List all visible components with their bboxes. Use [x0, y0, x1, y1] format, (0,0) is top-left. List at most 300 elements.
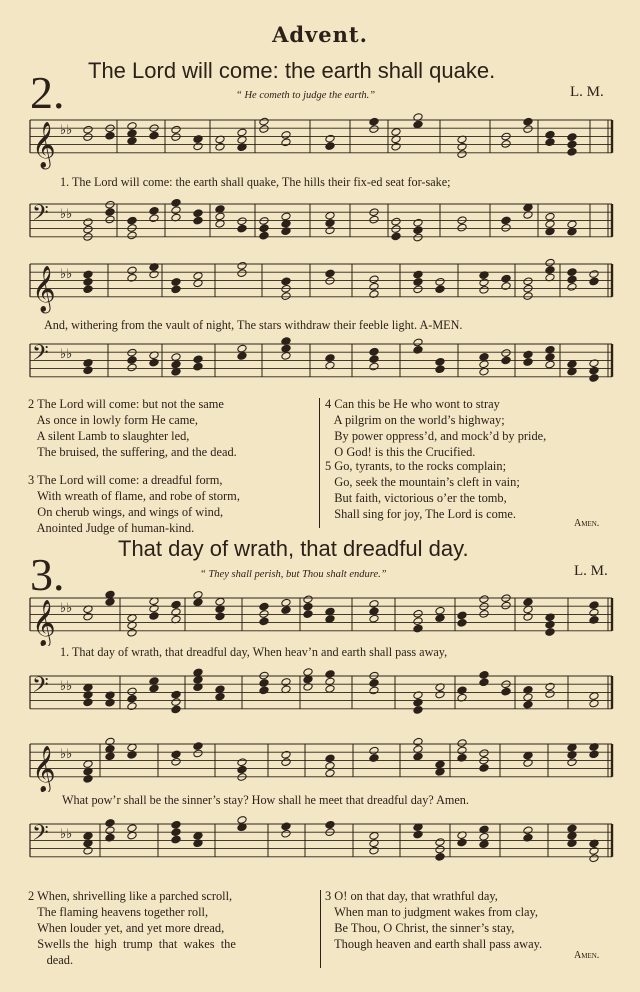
note-head [281, 277, 291, 286]
note-head [325, 142, 335, 151]
note-head [281, 750, 291, 759]
note-head [259, 224, 269, 233]
verse: 5 Go, tyrants, to the rocks complain; Go, seek the mountain’s cleft in vain; But faith, victorious o’er the tomb, Shall sing for joy, The Lord is come. [325, 459, 520, 521]
note-head [413, 285, 423, 294]
note-head [171, 828, 181, 837]
note-head [545, 212, 555, 221]
note-head [479, 285, 489, 294]
note-head [171, 757, 181, 766]
note-head [501, 223, 511, 232]
note-head [105, 737, 115, 746]
verse: 4 Can this be He who wont to stray A pilgrim on the world’s highway; By power oppress’d, and mock’d by pride, O God! is this the Crucified. [325, 397, 547, 459]
music-staff-treble [0, 590, 640, 646]
note-head [523, 203, 533, 212]
note-head [435, 845, 445, 854]
key-signature-icon: ♭♭ [60, 207, 73, 222]
note-head [149, 604, 159, 613]
note-head [127, 356, 137, 365]
note-head [501, 601, 511, 610]
note-head [567, 268, 577, 277]
note-head [523, 826, 533, 835]
note-head [589, 277, 599, 286]
note-head [523, 612, 533, 621]
hymn-meter: L. M. [570, 84, 604, 100]
note-head [479, 595, 489, 604]
note-head [83, 698, 93, 707]
note-head [127, 694, 137, 703]
note-head [281, 351, 291, 360]
bass-clef-icon: 𝄢 [32, 673, 49, 703]
note-head [457, 838, 467, 847]
note-head [171, 608, 181, 617]
note-head [391, 232, 401, 241]
key-signature-icon: ♭♭ [60, 747, 73, 762]
note-head [589, 692, 599, 701]
note-head [127, 136, 137, 145]
note-head [193, 209, 203, 218]
note-head [149, 358, 159, 367]
verse: 2 The Lord will come: but not the same As once in lowly form He came, A silent Lamb to slaughter led, The bruised, the suffering, and the dead. [28, 397, 237, 459]
note-head [391, 128, 401, 137]
treble-clef-icon: 𝄞 [32, 745, 56, 792]
note-head [83, 285, 93, 294]
note-head [325, 769, 335, 778]
bass-clef-icon: 𝄢 [32, 201, 49, 231]
hymn-title: That day of wrath, that dreadful day. [118, 536, 469, 561]
note-head [523, 292, 533, 301]
note-head [83, 225, 93, 234]
key-signature-icon: ♭♭ [60, 267, 73, 282]
note-head [369, 746, 379, 755]
note-head [413, 617, 423, 626]
hymn-epigraph: “ He cometh to judge the earth.” [236, 90, 376, 101]
note-head [501, 140, 511, 149]
note-head [567, 147, 577, 156]
note-head [127, 266, 137, 275]
note-head [479, 749, 489, 758]
note-head [369, 679, 379, 688]
note-head [237, 765, 247, 774]
treble-clef-icon: 𝄞 [32, 121, 56, 168]
note-head [259, 117, 269, 126]
note-head [215, 212, 225, 221]
note-head [149, 206, 159, 215]
note-head [413, 345, 423, 354]
lyric-line: 1. The Lord will come: the earth shall quake, The hills their fix-ed seat for-sake; [60, 175, 451, 189]
note-head [523, 598, 533, 607]
note-head [149, 612, 159, 621]
note-head [193, 142, 203, 151]
note-head [127, 628, 137, 637]
note-head [83, 691, 93, 700]
note-head [523, 125, 533, 134]
note-head [369, 686, 379, 695]
note-head [479, 360, 489, 369]
key-signature-icon: ♭♭ [60, 601, 73, 616]
note-head [523, 759, 533, 768]
lyric-line: What pow’r shall be the sinner’s stay? How shall he meet that dreadful day? Amen. [62, 793, 469, 807]
note-head [435, 357, 445, 366]
note-head [83, 277, 93, 286]
note-head [479, 840, 489, 849]
note-head [171, 360, 181, 369]
note-head [127, 231, 137, 240]
note-head [369, 117, 379, 126]
note-head [501, 216, 511, 225]
note-head [193, 675, 203, 684]
note-head [281, 606, 291, 615]
note-head [479, 352, 489, 361]
hymn-meter: L. M. [574, 563, 608, 579]
note-head [325, 615, 335, 624]
note-head [193, 216, 203, 225]
note-head [523, 117, 533, 126]
note-head [545, 220, 555, 229]
note-head [193, 362, 203, 371]
note-head [281, 822, 291, 831]
note-head [501, 349, 511, 358]
note-head [589, 601, 599, 610]
note-head [193, 749, 203, 758]
note-head [127, 273, 137, 282]
music-staff-treble [0, 110, 640, 184]
note-head [237, 344, 247, 353]
note-head [83, 218, 93, 227]
note-head [259, 217, 269, 226]
music-staff-treble [0, 736, 640, 792]
music-staff-bass [0, 196, 640, 256]
music-staff-bass [0, 336, 640, 396]
note-head [105, 698, 115, 707]
amen-mark: Amen. [574, 518, 600, 529]
column-divider [319, 398, 320, 528]
note-head [303, 595, 313, 604]
note-head [501, 356, 511, 365]
note-head [567, 220, 577, 229]
note-head [369, 347, 379, 356]
column-divider [320, 890, 321, 968]
note-head [369, 282, 379, 291]
note-head [281, 227, 291, 236]
note-head [149, 270, 159, 279]
note-head [435, 690, 445, 699]
note-head [193, 742, 203, 751]
note-head [413, 338, 423, 347]
note-head [281, 829, 291, 838]
note-head [501, 282, 511, 291]
note-head [105, 826, 115, 835]
note-head [105, 598, 115, 607]
note-head [545, 360, 555, 369]
note-head [589, 854, 599, 863]
note-head [523, 700, 533, 709]
note-head [325, 670, 335, 679]
note-head [281, 131, 291, 140]
note-head [545, 682, 555, 691]
key-signature-icon: ♭♭ [60, 827, 73, 842]
note-head [413, 698, 423, 707]
note-head [545, 690, 555, 699]
note-head [369, 355, 379, 364]
note-head [325, 820, 335, 829]
note-head [523, 350, 533, 359]
note-head [281, 138, 291, 147]
note-head [435, 838, 445, 847]
note-head [171, 125, 181, 134]
note-head [259, 617, 269, 626]
note-head [83, 133, 93, 142]
note-head [545, 258, 555, 267]
key-signature-icon: ♭♭ [60, 679, 73, 694]
note-head [413, 270, 423, 279]
note-head [369, 362, 379, 371]
note-head [237, 269, 247, 278]
note-head [457, 746, 467, 755]
note-head [457, 686, 467, 695]
note-head [413, 278, 423, 287]
note-head [237, 128, 247, 137]
note-head [391, 217, 401, 226]
note-head [369, 215, 379, 224]
note-head [435, 277, 445, 286]
note-head [281, 758, 291, 767]
note-head [83, 774, 93, 783]
note-head [479, 764, 489, 773]
note-head [435, 614, 445, 623]
note-head [567, 133, 577, 142]
note-head [259, 679, 269, 688]
note-head [413, 706, 423, 715]
note-head [127, 224, 137, 233]
note-head [479, 678, 489, 687]
note-head [391, 142, 401, 151]
music-staff-bass [0, 664, 640, 728]
section-title: Advent. [272, 22, 368, 47]
note-head [523, 685, 533, 694]
bass-clef-icon: 𝄢 [32, 821, 49, 851]
note-head [369, 831, 379, 840]
note-head [215, 597, 225, 606]
note-head [435, 852, 445, 861]
note-head [237, 261, 247, 270]
note-head [413, 830, 423, 839]
music-staff-bass [0, 812, 640, 880]
bass-clef-icon: 𝄢 [32, 341, 49, 371]
note-head [325, 219, 335, 228]
note-head [567, 140, 577, 149]
note-head [105, 752, 115, 761]
hymn-title: The Lord will come: the earth shall quake. [88, 58, 496, 83]
note-head [237, 217, 247, 226]
amen-mark: Amen. [574, 950, 600, 961]
note-head [501, 687, 511, 696]
note-head [171, 198, 181, 207]
note-head [567, 360, 577, 369]
note-head [457, 753, 467, 762]
note-head [303, 668, 313, 677]
note-head [259, 602, 269, 611]
verse: 3 The Lord will come: a dreadful form, With wreath of flame, and robe of storm, On cherub wings, and wings of wind, Anointed Judge of human-kind. [28, 473, 240, 535]
note-head [325, 684, 335, 693]
note-head [193, 135, 203, 144]
note-head [369, 754, 379, 763]
note-head [281, 344, 291, 353]
hymn-number: 3. [30, 549, 65, 600]
note-head [215, 142, 225, 151]
note-head [171, 278, 181, 287]
note-head [325, 134, 335, 143]
note-head [83, 359, 93, 368]
note-head [215, 692, 225, 701]
note-head [259, 686, 269, 695]
note-head [567, 275, 577, 284]
note-head [127, 122, 137, 131]
note-head [303, 602, 313, 611]
note-head [479, 278, 489, 287]
note-head [413, 624, 423, 633]
note-head [237, 352, 247, 361]
note-head [325, 226, 335, 235]
note-head [413, 233, 423, 242]
note-head [171, 750, 181, 759]
note-head [523, 277, 533, 286]
note-head [171, 835, 181, 844]
note-head [369, 600, 379, 609]
hymn-epigraph: “ They shall perish, but Thou shalt endure.” [200, 569, 387, 580]
note-head [105, 200, 115, 209]
note-head [259, 125, 269, 134]
note-head [83, 760, 93, 769]
note-head [237, 143, 247, 152]
note-head [105, 131, 115, 140]
note-head [127, 348, 137, 357]
note-head [281, 212, 291, 221]
note-head [457, 611, 467, 620]
note-head [589, 374, 599, 383]
note-head [589, 750, 599, 759]
note-head [105, 819, 115, 828]
note-head [435, 760, 445, 769]
key-signature-icon: ♭♭ [60, 123, 73, 138]
note-head [83, 846, 93, 855]
note-head [413, 737, 423, 746]
note-head [325, 276, 335, 285]
note-head [567, 758, 577, 767]
note-head [545, 628, 555, 637]
note-head [545, 138, 555, 147]
note-head [369, 125, 379, 134]
note-head [567, 824, 577, 833]
note-head [193, 355, 203, 364]
note-head [215, 612, 225, 621]
note-head [171, 133, 181, 142]
note-head [545, 620, 555, 629]
note-head [325, 269, 335, 278]
note-head [589, 608, 599, 617]
music-staff-treble [0, 256, 640, 320]
note-head [127, 750, 137, 759]
treble-clef-icon: 𝄞 [32, 599, 56, 646]
note-head [567, 831, 577, 840]
note-head [193, 831, 203, 840]
note-head [303, 610, 313, 619]
note-head [545, 345, 555, 354]
note-head [149, 214, 159, 223]
treble-clef-icon: 𝄞 [32, 265, 56, 312]
note-head [457, 142, 467, 151]
lyric-line: And, withering from the vault of night, The stars withdraw their feeble light. A-MEN. [44, 318, 463, 332]
note-head [325, 754, 335, 763]
note-head [325, 354, 335, 363]
note-head [457, 739, 467, 748]
note-head [171, 206, 181, 215]
verse: 3 O! on that day, that wrathful day, When man to judgment wakes from clay, Be Thou, O Christ, the sinner’s stay, Though heaven and earth shall pass away. [325, 889, 543, 951]
note-head [237, 224, 247, 233]
note-head [479, 609, 489, 618]
note-head [545, 266, 555, 275]
note-head [545, 130, 555, 139]
note-head [457, 223, 467, 232]
note-head [127, 216, 137, 225]
lyric-line: 1. That day of wrath, that dreadful day, When heav’n and earth shall pass away, [60, 645, 448, 659]
note-head [413, 120, 423, 129]
note-head [281, 292, 291, 301]
note-head [589, 846, 599, 855]
note-head [369, 846, 379, 855]
note-head [193, 598, 203, 607]
note-head [479, 670, 489, 679]
note-head [369, 614, 379, 623]
note-head [127, 687, 137, 696]
note-head [413, 226, 423, 235]
note-head [237, 816, 247, 825]
note-head [127, 614, 137, 623]
note-head [237, 758, 247, 767]
note-head [567, 282, 577, 291]
note-head [149, 684, 159, 693]
verse: 2 When, shrivelling like a parched scroll, The flaming heavens together roll, When louder yet, and yet more dread, Swells the high trump that wakes the dead. [28, 889, 236, 967]
note-head [171, 820, 181, 829]
note-head [105, 215, 115, 224]
note-head [83, 366, 93, 375]
note-head [413, 609, 423, 618]
note-head [457, 618, 467, 627]
note-head [171, 698, 181, 707]
note-head [435, 365, 445, 374]
note-head [149, 131, 159, 140]
note-head [369, 275, 379, 284]
note-head [193, 272, 203, 281]
note-head [259, 231, 269, 240]
note-head [171, 705, 181, 714]
note-head [523, 358, 533, 367]
note-head [83, 612, 93, 621]
note-head [413, 218, 423, 227]
note-head [413, 752, 423, 761]
note-head [83, 125, 93, 134]
note-head [127, 824, 137, 833]
hymn-number: 2. [30, 67, 65, 118]
note-head [193, 668, 203, 677]
note-head [127, 363, 137, 372]
note-head [435, 285, 445, 294]
note-head [589, 270, 599, 279]
note-head [105, 208, 115, 217]
note-head [171, 285, 181, 294]
note-head [501, 274, 511, 283]
note-head [435, 606, 445, 615]
note-head [457, 150, 467, 159]
